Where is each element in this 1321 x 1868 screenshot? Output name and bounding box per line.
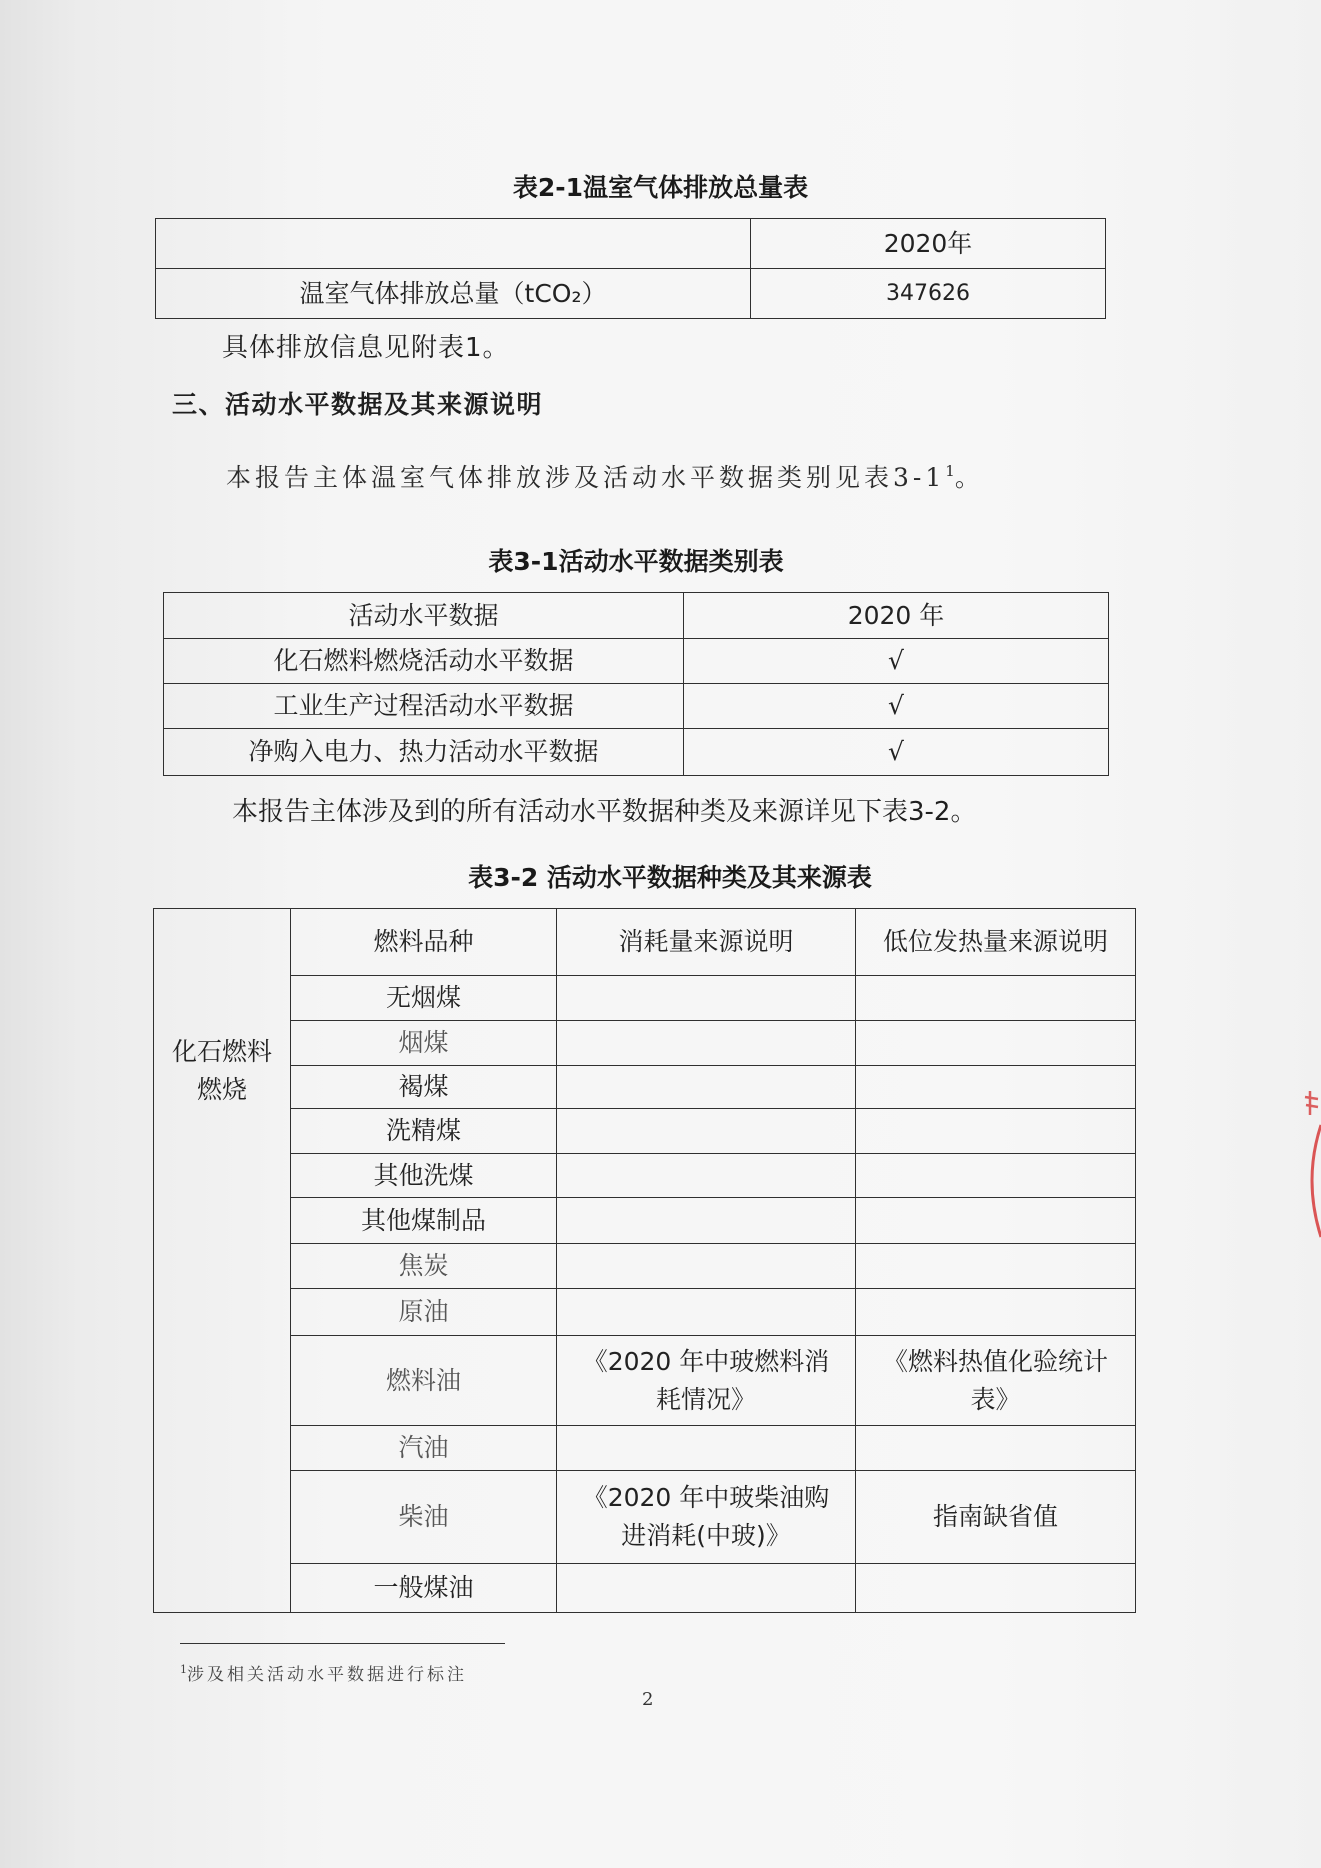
table-3-2-header-consumption-source: 消耗量来源说明	[557, 909, 856, 976]
table-3-1-header-label: 活动水平数据	[164, 593, 684, 639]
table-2-1-title: 表2-1温室气体排放总量表	[512, 173, 809, 202]
consumption-source-cell	[557, 1244, 856, 1289]
heat-value-source-cell	[856, 1289, 1136, 1336]
section-3-intro	[226, 461, 984, 495]
fuel-name: 一般煤油	[291, 1564, 557, 1613]
table-2-1-row	[156, 269, 1106, 319]
table-3-1-row-mark: √	[684, 684, 1109, 729]
fuel-name: 洗精煤	[291, 1109, 557, 1154]
heat-value-source-cell	[856, 976, 1136, 1021]
table-3-1-row-label: 化石燃料燃烧活动水平数据	[164, 639, 684, 684]
fuel-name: 焦炭	[291, 1244, 557, 1289]
table-3-2-row	[154, 1021, 1136, 1066]
heat-value-source-cell	[856, 1154, 1136, 1198]
heat-value-source-cell	[856, 1066, 1136, 1109]
table-2-1-row-value: 347626	[751, 269, 1106, 319]
heat-value-source: 《燃料热值化验统计表》	[882, 1346, 1108, 1414]
fuel-name: 原油	[291, 1289, 557, 1336]
table-3-2-row	[154, 1564, 1136, 1613]
consumption-source-cell	[557, 1021, 856, 1066]
heat-value-source-cell	[856, 1021, 1136, 1066]
heat-value-source-cell	[856, 1564, 1136, 1613]
consumption-source-cell	[557, 1066, 856, 1109]
consumption-source-cell	[557, 976, 856, 1021]
table-3-1-header-year: 2020 年	[684, 593, 1109, 639]
consumption-source-cell	[557, 1289, 856, 1336]
table-3-1-row	[164, 639, 1109, 684]
table-3-2-header-fuel: 燃料品种	[291, 909, 557, 976]
footnote-marker: 1	[180, 1663, 187, 1676]
consumption-source-cell	[557, 1336, 856, 1426]
seal-arc	[1312, 1125, 1321, 1237]
table-2-1-header-row	[156, 219, 1106, 269]
table-3-2-header-heat-value-source: 低位发热量来源说明	[856, 909, 1136, 976]
table-3-2-row	[154, 1244, 1136, 1289]
fuel-name: 燃料油	[291, 1336, 557, 1426]
heat-value-source-cell	[856, 1336, 1136, 1426]
table-3-2-category-cell	[154, 909, 291, 1613]
table-3-1-row-label: 工业生产过程活动水平数据	[164, 684, 684, 729]
footnote-text: 涉及相关活动水平数据进行标注	[187, 1665, 467, 1685]
table-3-2-row	[154, 1109, 1136, 1154]
table-3-2-row	[154, 1154, 1136, 1198]
consumption-source-cell	[557, 1426, 856, 1471]
fuel-name: 其他洗煤	[291, 1154, 557, 1198]
detail-note: 具体排放信息见附表1。	[222, 333, 510, 363]
table-3-2	[153, 908, 1136, 1613]
table-3-1-row-mark: √	[684, 639, 1109, 684]
table-2-1-header-empty-cell	[156, 219, 751, 269]
fuel-name: 汽油	[291, 1426, 557, 1471]
seal-fragment	[1288, 1085, 1321, 1245]
table-3-1-title: 表3-1活动水平数据类别表	[488, 547, 784, 576]
heat-value-source-cell	[856, 1198, 1136, 1244]
table-3-2-row	[154, 976, 1136, 1021]
table-3-2-row	[154, 1336, 1136, 1426]
table-2-1-header-year: 2020年	[751, 219, 1106, 269]
heat-value-source-cell	[856, 1244, 1136, 1289]
heat-value-source-cell	[856, 1426, 1136, 1471]
table-3-2-row	[154, 1066, 1136, 1109]
table-3-1-row	[164, 684, 1109, 729]
heat-value-source: 指南缺省值	[932, 1502, 1058, 1531]
footnote-separator	[180, 1643, 505, 1644]
table-3-1-header-row	[164, 593, 1109, 639]
fuel-name: 褐煤	[291, 1066, 557, 1109]
table-2-1	[155, 218, 1106, 319]
consumption-source: 《2020 年中玻柴油购进消耗(中玻)》	[582, 1483, 830, 1550]
footnote-reference: 1	[945, 462, 955, 480]
heat-value-source-cell	[856, 1109, 1136, 1154]
consumption-source-cell	[557, 1109, 856, 1154]
table-3-2-row	[154, 1426, 1136, 1471]
table-3-2-row	[154, 1471, 1136, 1564]
consumption-source-cell	[557, 1198, 856, 1244]
fuel-name: 烟煤	[291, 1021, 557, 1066]
consumption-source-cell	[557, 1471, 856, 1564]
page-number: 2	[642, 1689, 654, 1710]
consumption-source-cell	[557, 1564, 856, 1613]
section-3-heading: 三、活动水平数据及其来源说明	[172, 390, 544, 419]
fuel-name: 其他煤制品	[291, 1198, 557, 1244]
seal-glyph-fragment	[1305, 1091, 1318, 1115]
section-3-intro-end: 。	[954, 463, 984, 492]
table-3-2-intro: 本报告主体涉及到的所有活动水平数据种类及来源详见下表3-2。	[232, 797, 977, 827]
table-2-1-row-label: 温室气体排放总量（tCO₂）	[156, 269, 751, 319]
consumption-source: 《2020 年中玻燃料消耗情况》	[582, 1346, 830, 1414]
table-3-1	[163, 592, 1109, 776]
section-3-intro-text: 本报告主体温室气体排放涉及活动水平数据类别见表3-1	[226, 463, 946, 492]
table-3-1-row-mark: √	[684, 729, 1109, 776]
table-3-2-row	[154, 1289, 1136, 1336]
table-3-2-title: 表3-2 活动水平数据种类及其来源表	[468, 863, 872, 892]
heat-value-source-cell	[856, 1471, 1136, 1564]
table-3-1-row-label: 净购入电力、热力活动水平数据	[164, 729, 684, 776]
table-3-2-category: 化石燃料燃烧	[171, 1037, 272, 1104]
fuel-name: 无烟煤	[291, 976, 557, 1021]
table-3-2-row	[154, 1198, 1136, 1244]
table-3-2-header-row	[154, 909, 1136, 976]
table-3-1-row	[164, 729, 1109, 776]
fuel-name: 柴油	[291, 1471, 557, 1564]
consumption-source-cell	[557, 1154, 856, 1198]
footnote	[180, 1663, 467, 1687]
